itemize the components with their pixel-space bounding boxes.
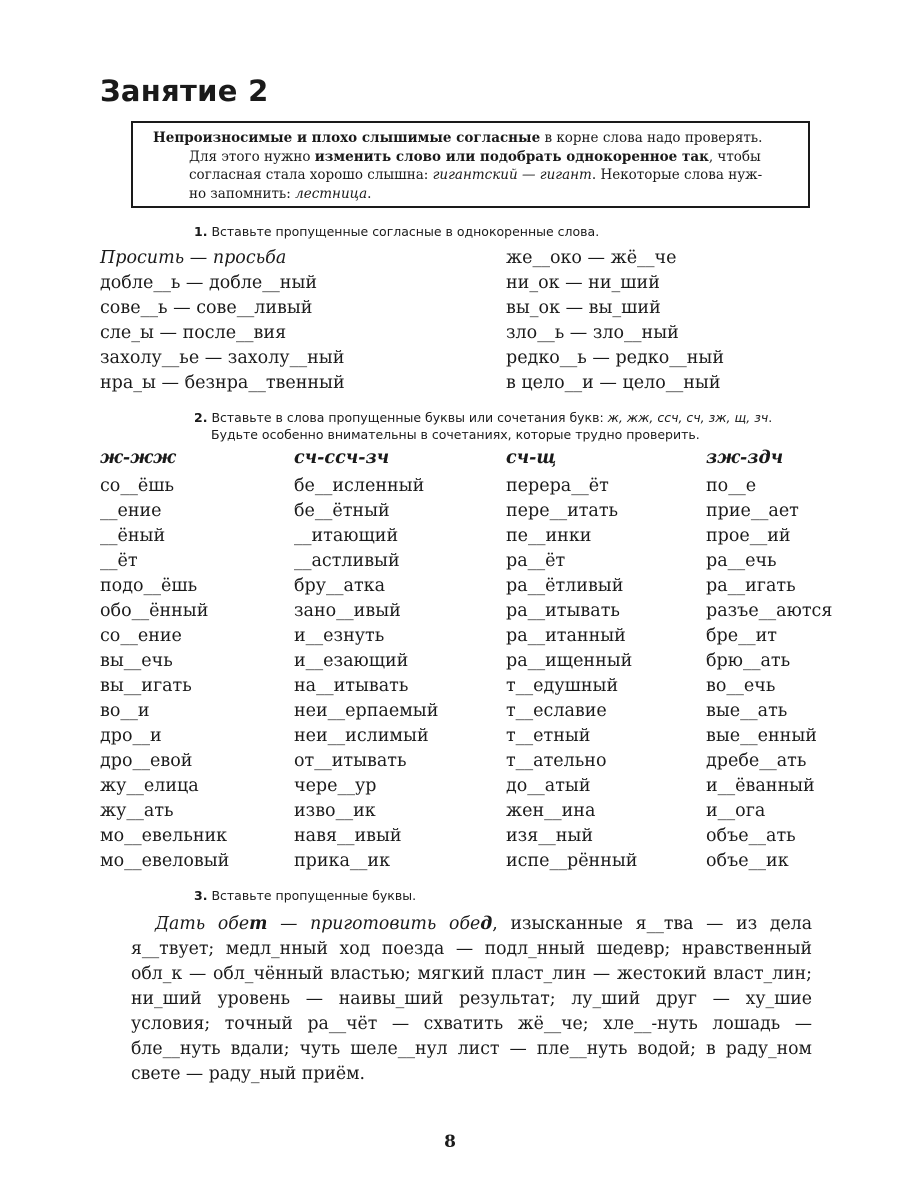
word-item: бре__ит: [706, 626, 777, 646]
word-item: изво__ик: [294, 801, 376, 821]
rule-term: Непроизносимые и плохо слышимые согласные: [153, 130, 541, 146]
example-pair: Просить — просьба: [100, 248, 287, 268]
word-item: объе__ик: [706, 851, 789, 871]
word-item: __ёт: [100, 551, 138, 571]
word-item: ра__ищенный: [506, 651, 633, 671]
word-item: дро__и: [100, 726, 162, 746]
rule-box: [131, 121, 810, 208]
word-item: ра__итанный: [506, 626, 626, 646]
word-item: прика__ик: [294, 851, 391, 871]
word-item: и__ога: [706, 801, 766, 821]
rule-emphasis: изменить слово или подобрать однокоренное так: [314, 148, 709, 165]
word-item: дребе__ать: [706, 751, 807, 771]
word-item: жен__ина: [506, 801, 596, 821]
word-item: __итающий: [294, 526, 399, 546]
word-item: зано__ивый: [294, 601, 401, 621]
word-item: разъе__аются: [706, 601, 833, 621]
rule-line-4: [153, 185, 794, 204]
word-pair: в цело__и — цело__ный: [506, 373, 721, 393]
word-item: вые__енный: [706, 726, 817, 746]
word-item: бе__исленный: [294, 476, 425, 496]
word-pair: добле__ь — добле__ный: [100, 273, 318, 293]
word-item: ра__ётливый: [506, 576, 624, 596]
word-item: изя__ный: [506, 826, 594, 846]
word-item: испе__рённый: [506, 851, 638, 871]
rule-line-3: [153, 166, 794, 185]
lesson-title: Занятие 2: [100, 74, 269, 108]
word-pair: зло__ь — зло__ный: [506, 323, 679, 343]
word-item: ра__ечь: [706, 551, 777, 571]
task-number: 1.: [194, 224, 208, 239]
task-text: Вставьте пропущенные согласные в однокоренные слова.: [211, 224, 600, 239]
word-item: т__етный: [506, 726, 591, 746]
word-item: вы__ечь: [100, 651, 173, 671]
word-item: перера__ёт: [506, 476, 609, 496]
word-item: дро__евой: [100, 751, 193, 771]
word-item: т__еславие: [506, 701, 607, 721]
word-item: __ение: [100, 501, 162, 521]
word-item: т__едушный: [506, 676, 619, 696]
word-item: брю__ать: [706, 651, 791, 671]
rule-text: . Некоторые слова нуж-: [591, 167, 763, 183]
task-letters: ж, жж, ссч, сч, зж, щ, зч: [607, 410, 769, 425]
word-item: жу__елица: [100, 776, 199, 796]
word-item: __астливый: [294, 551, 400, 571]
word-item: до__атый: [506, 776, 591, 796]
rule-text: Для этого нужно: [189, 148, 315, 165]
word-item: мо__евельник: [100, 826, 228, 846]
word-item: пе__инки: [506, 526, 592, 546]
word-pair: же__око — жё__че: [506, 248, 677, 268]
word-item: прие__ает: [706, 501, 799, 521]
rule-text: в корне слова надо проверять.: [540, 130, 763, 146]
task-text: .: [768, 410, 773, 425]
task-2-instruction: [194, 409, 810, 443]
rule-text: .: [367, 185, 372, 202]
word-item: чере__ур: [294, 776, 377, 796]
word-item: бе__ётный: [294, 501, 390, 521]
rule-text: но запомнить:: [189, 185, 296, 202]
word-pair: вы_ок — вы_ший: [506, 298, 661, 318]
task-3-instruction: [194, 887, 416, 904]
word-pair: редко__ь — редко__ный: [506, 348, 725, 368]
word-pair: нра_ы — безнра__твенный: [100, 373, 345, 393]
word-item: по__е: [706, 476, 757, 496]
task-text: Вставьте в слова пропущенные буквы или сочетания букв:: [211, 410, 608, 425]
word-item: подо__ёшь: [100, 576, 198, 596]
word-item: мо__евеловый: [100, 851, 230, 871]
word-item: и__езнуть: [294, 626, 385, 646]
word-item: бру__атка: [294, 576, 386, 596]
word-item: вые__ать: [706, 701, 788, 721]
word-item: и__езающий: [294, 651, 409, 671]
task-number: 2.: [194, 410, 208, 425]
rule-example: лестница: [295, 185, 368, 202]
word-item: от__итывать: [294, 751, 407, 771]
word-item: обо__ённый: [100, 601, 209, 621]
rule-example: гигантский — гигант: [432, 167, 592, 183]
rule-text: согласная стала хорошо слышна:: [189, 167, 433, 183]
rule-line-1: [153, 129, 794, 148]
word-pair: сове__ь — сове__ливый: [100, 298, 313, 318]
task-number: 3.: [194, 888, 208, 903]
column-header: сч-ссч-зч: [294, 448, 390, 468]
word-item: во__и: [100, 701, 150, 721]
column-header: сч-щ: [506, 448, 557, 468]
word-item: __ёный: [100, 526, 166, 546]
example-phrase: Дать обет — приготовить обед: [155, 914, 493, 934]
word-item: ра__ёт: [506, 551, 566, 571]
word-item: и__ёванный: [706, 776, 815, 796]
column-header: зж-здч: [706, 448, 784, 468]
page-number: 8: [444, 1132, 456, 1152]
task-1-instruction: [194, 223, 599, 240]
task-2-line-2: Будьте особенно внимательны в сочетаниях, которые трудно проверить.: [211, 427, 700, 442]
word-item: вы__игать: [100, 676, 192, 696]
word-pair: захолу__ье — захолу__ный: [100, 348, 345, 368]
word-item: жу__ать: [100, 801, 174, 821]
exercise-text: , изысканные я__тва — из дела я__твует; медл_нный ход поезда — подл_нный шедевр; нравственный обл_к — обл_чённый властью; мягкий пласт_лин — жестокий власт_лин; ни_ший уровень — наивы_ший результат; лу_ший друг — ху_шие условия; точный ра__чёт — схватить жё__че; хле__-нуть лошадь — бле__нуть вдали; чуть шеле__нул лист — пле__нуть водой; в раду_ном свете — раду_ный приём.: [131, 914, 812, 1084]
word-item: неи__ерпаемый: [294, 701, 439, 721]
word-item: неи__ислимый: [294, 726, 429, 746]
column-header: ж-жж: [100, 448, 176, 468]
rule-text: , чтобы: [708, 148, 761, 165]
word-item: пере__итать: [506, 501, 619, 521]
task-3-paragraph: [131, 912, 812, 1087]
word-pair: ни_ок — ни_ший: [506, 273, 660, 293]
word-item: прое__ий: [706, 526, 791, 546]
task-text: Вставьте пропущенные буквы.: [211, 888, 417, 903]
task-2-line-1: [194, 409, 810, 426]
word-pair: сле_ы — после__вия: [100, 323, 287, 343]
word-item: со__ение: [100, 626, 182, 646]
word-item: ра__итывать: [506, 601, 620, 621]
word-item: объе__ать: [706, 826, 796, 846]
word-item: ра__игать: [706, 576, 796, 596]
word-item: со__ёшь: [100, 476, 174, 496]
word-item: на__итывать: [294, 676, 409, 696]
rule-line-2: [153, 148, 794, 167]
word-item: во__ечь: [706, 676, 776, 696]
word-item: т__ательно: [506, 751, 607, 771]
word-item: навя__ивый: [294, 826, 402, 846]
